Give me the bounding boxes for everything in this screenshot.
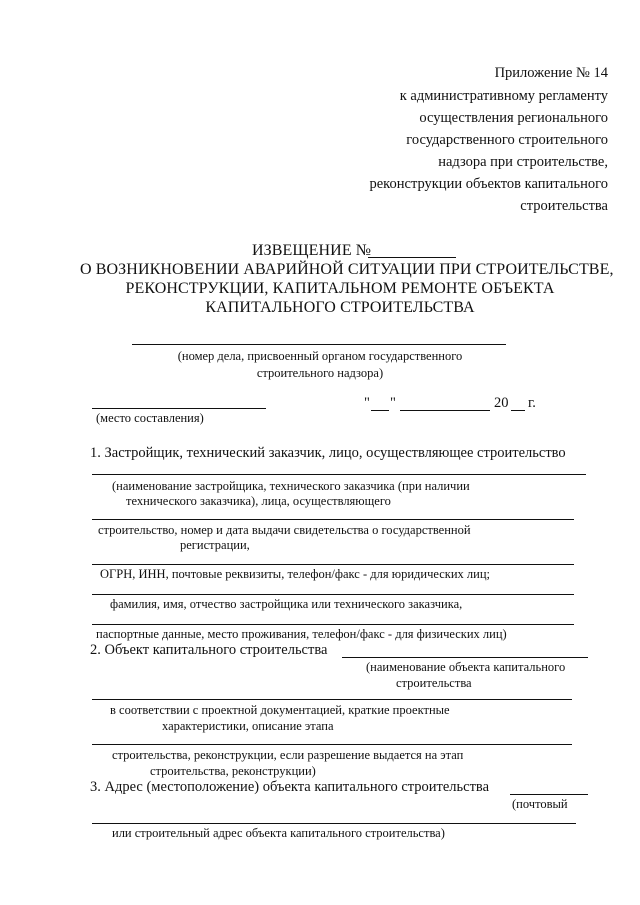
title-line-2: О ВОЗНИКНОВЕНИИ АВАРИЙНОЙ СИТУАЦИИ ПРИ СТРОИТЕЛЬСТВЕ, bbox=[80, 261, 614, 278]
notice-number-field[interactable] bbox=[368, 257, 456, 258]
section-3-caption-2: или строительный адрес объекта капитального строительства) bbox=[112, 826, 445, 840]
place-field[interactable] bbox=[92, 408, 266, 409]
section-1-caption-6: фамилия, имя, отчество застройщика или технического заказчика, bbox=[110, 597, 463, 611]
header-line-4: надзора при строительстве, bbox=[438, 154, 608, 170]
header-line-1: к административному регламенту bbox=[399, 88, 608, 104]
header-line-5: реконструкции объектов капитального bbox=[369, 176, 608, 192]
section-1-field-3[interactable] bbox=[92, 564, 574, 565]
section-3-field-1[interactable] bbox=[510, 794, 588, 795]
section-2-caption-3: в соответствии с проектной документацией, краткие проектные bbox=[110, 703, 450, 717]
section-2-caption-1: (наименование объекта капитального bbox=[366, 660, 566, 674]
section-1-field-1[interactable] bbox=[92, 474, 586, 475]
title-notice-number: ИЗВЕЩЕНИЕ № bbox=[252, 242, 372, 259]
date-quote-close: " bbox=[390, 395, 396, 411]
section-3-field-2[interactable] bbox=[92, 823, 576, 824]
section-1-caption-5: ОГРН, ИНН, почтовые реквизиты, телефон/факс - для юридических лиц; bbox=[100, 567, 490, 581]
section-1-caption-3: строительство, номер и дата выдачи свидетельства о государственной bbox=[98, 523, 471, 537]
header-line-3: государственного строительного bbox=[406, 132, 608, 148]
date-day-field[interactable] bbox=[371, 410, 389, 411]
section-2-caption-5: строительства, реконструкции, если разрешение выдается на этап bbox=[112, 748, 464, 762]
section-1-caption-7: паспортные данные, место проживания, телефон/факс - для физических лиц) bbox=[96, 627, 507, 641]
section-1-caption-1: (наименование застройщика, технического заказчика (при наличии bbox=[112, 479, 470, 493]
section-2-caption-4: характеристики, описание этапа bbox=[162, 719, 334, 733]
section-3-caption-1: (почтовый bbox=[512, 797, 568, 811]
section-2-field-2[interactable] bbox=[92, 699, 572, 700]
section-1-caption-2: технического заказчика), лица, осуществляющего bbox=[126, 494, 391, 508]
title-line-3: РЕКОНСТРУКЦИИ, КАПИТАЛЬНОМ РЕМОНТЕ ОБЪЕКТА bbox=[125, 280, 555, 297]
section-1-caption-4: регистрации, bbox=[180, 538, 250, 552]
section-2-caption-6: строительства, реконструкции) bbox=[150, 764, 316, 778]
header-line-2: осуществления регионального bbox=[419, 110, 608, 126]
place-caption: (место составления) bbox=[96, 411, 204, 425]
section-1-field-2[interactable] bbox=[92, 519, 574, 520]
date-quote-open: " bbox=[364, 395, 370, 411]
year-prefix: 20 bbox=[494, 395, 509, 411]
section-2-field-1[interactable] bbox=[342, 657, 588, 658]
case-number-caption-2: строительного надзора) bbox=[256, 366, 384, 380]
section-1-field-4[interactable] bbox=[92, 594, 574, 595]
section-2-field-3[interactable] bbox=[92, 744, 572, 745]
section-1-heading: 1. Застройщик, технический заказчик, лицо, осуществляющее строительство bbox=[90, 445, 566, 461]
year-field[interactable] bbox=[511, 410, 525, 411]
header-line-6: строительства bbox=[520, 198, 608, 214]
section-3-heading: 3. Адрес (местоположение) объекта капитального строительства bbox=[90, 779, 490, 795]
case-number-caption-1: (номер дела, присвоенный органом государственного bbox=[177, 349, 463, 363]
title-line-4: КАПИТАЛЬНОГО СТРОИТЕЛЬСТВА bbox=[205, 299, 475, 316]
date-month-field[interactable] bbox=[400, 410, 490, 411]
year-suffix: г. bbox=[528, 395, 536, 411]
section-1-field-5[interactable] bbox=[92, 624, 574, 625]
case-number-field[interactable] bbox=[132, 344, 506, 345]
appendix-number: Приложение № 14 bbox=[494, 65, 608, 81]
section-2-heading: 2. Объект капитального строительства bbox=[90, 642, 328, 658]
section-2-caption-2: строительства bbox=[396, 676, 472, 690]
